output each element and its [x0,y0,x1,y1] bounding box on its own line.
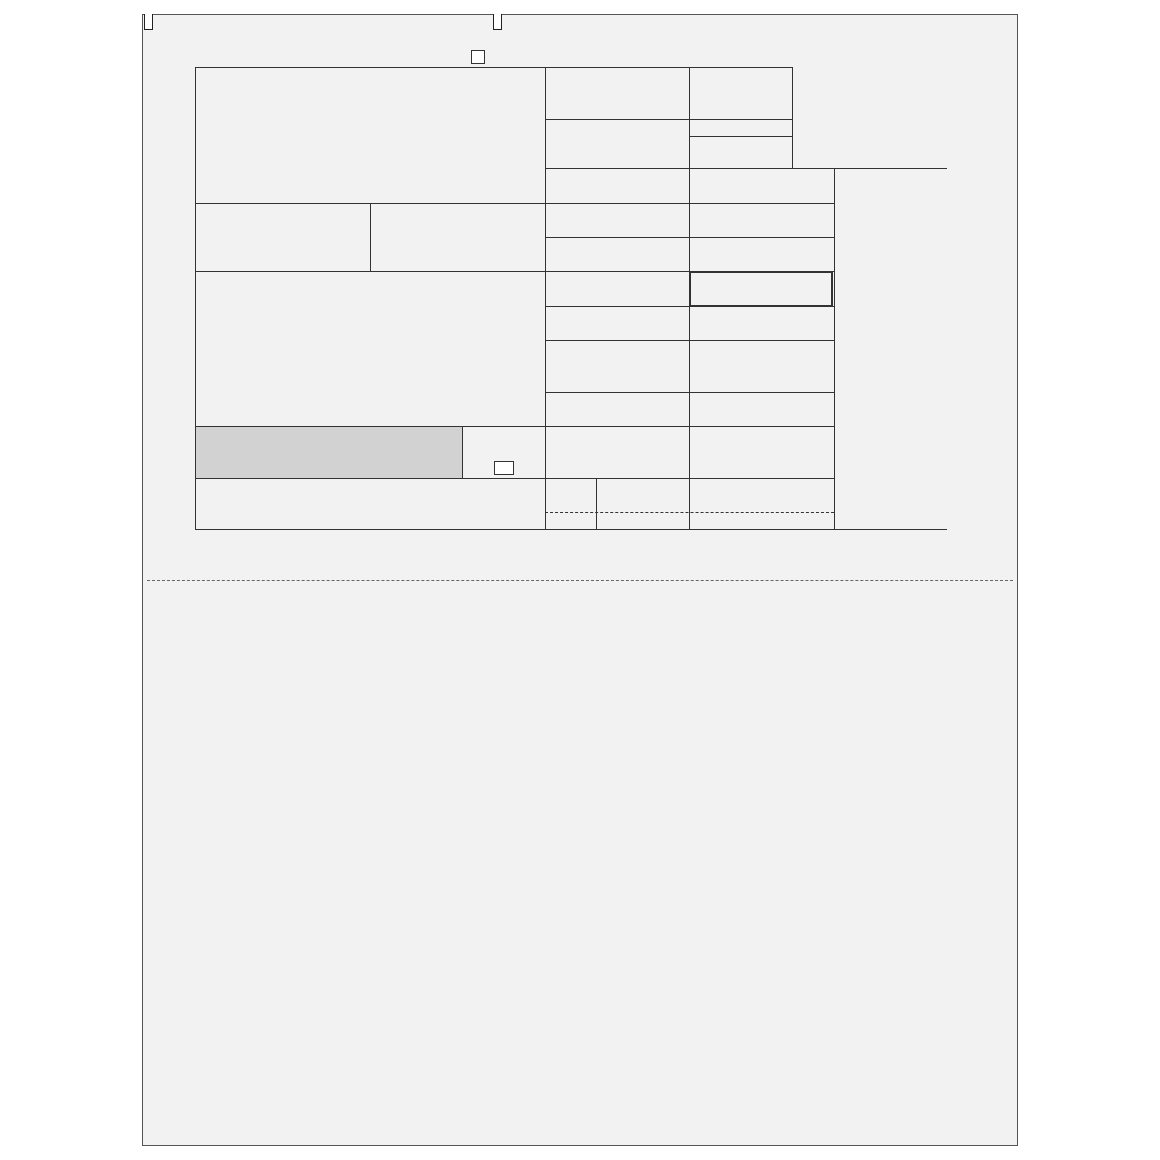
box-9 [554,395,557,407]
box-1b [554,121,557,133]
rule [545,237,834,238]
fatca-checkbox[interactable] [494,461,514,475]
box-2d [698,207,701,219]
rule [545,67,546,529]
rule [545,119,689,120]
box-2f [698,241,701,253]
rule [545,512,834,513]
box-12 [548,430,551,442]
rule [462,426,463,478]
rule [545,426,834,427]
form-copy-top [143,47,1019,567]
shaded-area [196,427,462,478]
rule [545,168,947,169]
rule [545,203,834,204]
form-id [695,97,698,113]
footer-form-id [195,533,203,549]
rule [834,168,835,529]
rule [195,529,947,530]
box-2b [698,172,701,184]
rule [545,392,834,393]
box-16 [693,482,696,494]
box-3 [554,275,557,287]
box-2e [554,241,557,253]
box-5 [554,309,557,321]
box-14 [548,482,551,494]
form-sheet [142,14,1018,1146]
rule [195,67,793,68]
box-1a [554,69,557,81]
box-2c [554,207,557,219]
corrected-checkbox[interactable] [471,50,485,64]
alignment-mark [144,14,153,30]
form-copy-bottom [143,614,1019,1134]
rule [195,271,545,272]
box-4 [698,275,701,287]
box-2a [554,172,557,184]
box-8 [698,344,701,356]
rule [596,478,597,529]
rule [545,478,834,479]
rule [370,203,371,271]
rule [689,119,792,120]
perforation-line [147,580,1013,581]
box-15 [599,482,602,494]
rule [195,478,545,479]
box-6 [698,309,701,321]
rule [792,67,793,168]
rule [545,340,834,341]
alignment-mark [493,14,502,30]
box-10 [693,395,696,407]
rule [689,136,792,137]
box-4-highlight [689,271,833,307]
box-7 [554,344,557,356]
